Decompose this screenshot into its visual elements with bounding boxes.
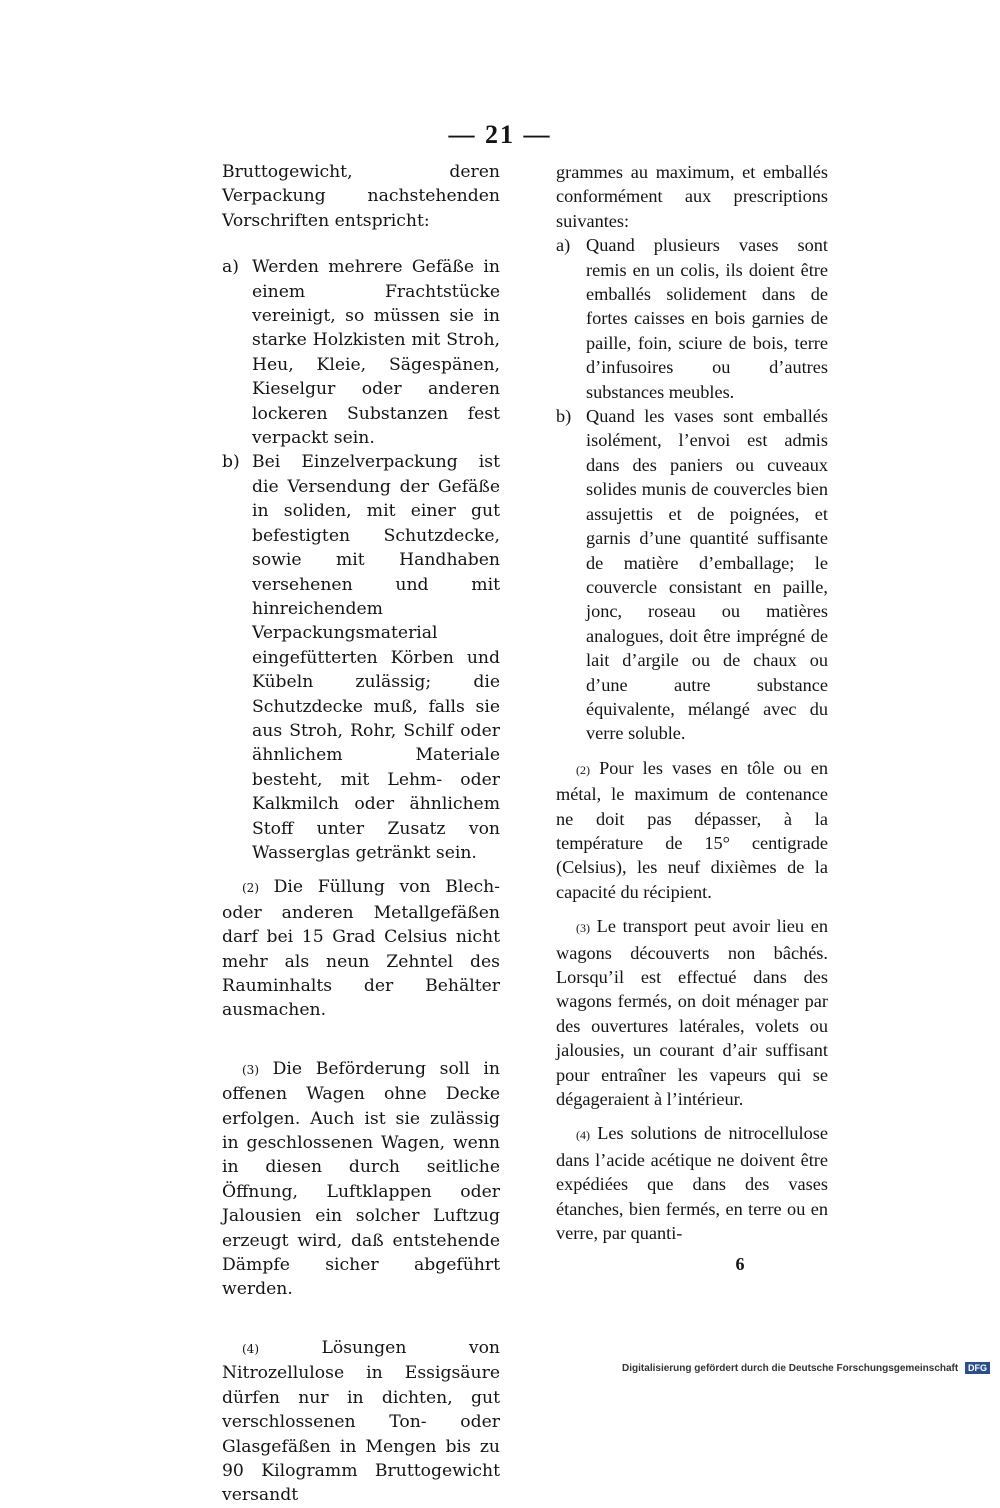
section-text: Le transport peut avoir lieu en wagons découverts non bâchés. Lorsqu’il est effectué dans des wagons fermés, on doit ménager par des ouvertures latérales, volets ou jalousies, un courant d’air suffisant pour entraîner les vapeurs qui se dégageraient à l’intérieur.: [556, 916, 828, 1110]
german-item-a: [222, 255, 500, 450]
item-text: Quand plusieurs vases sont remis en un colis, ils doient être emballés solidement dans de fortes caisses en bois garnies de paille, foin, sciure de bois, terre d’infusoires ou d’autres substances meubles.: [586, 235, 828, 402]
footer-text: Digitalisierung gefördert durch die Deutsche Forschungsgemeinschaft: [622, 1363, 959, 1374]
section-text: Les solutions de nitrocellulose dans l’acide acétique ne doivent être expédiées que dans des vases étanches, bien fermés, en terre ou en verre, par quanti-: [556, 1123, 828, 1244]
german-item-b: [222, 450, 500, 865]
dfg-logo-icon: DFG: [965, 1362, 990, 1374]
item-text: Werden mehrere Gefäße in einem Frachtstücke vereinigt, so müssen sie in starke Holzkisten mit Stroh, Heu, Kleie, Sägespänen, Kieselgur oder anderen lockeren Substanzen fest verpackt sein.: [252, 257, 500, 449]
item-text: Bei Einzelverpackung ist die Versendung der Gefäße in soliden, mit einer gut befestigten Schutzdecke, sowie mit Handhaben versehenen und mit hinreichendem Verpackungsmaterial eingefütterten Körben und Kübeln zulässig; die Schutzdecke muß, falls sie aus Stroh, Rohr, Schilf oder ähnlichem Materiale besteht, mit Lehm- oder Kalkmilch oder ähnlichem Stoff unter Zusatz von Wasserglas getränkt sein.: [252, 452, 500, 863]
section-number: (3): [576, 921, 590, 936]
german-section-4: [222, 1336, 500, 1508]
section-text: Pour les vases en tôle ou en métal, le maximum de contenance ne doit pas dépasser, à la température de 15° centigrade (Celsius), les neuf dixièmes de la capacité du récipient.: [556, 757, 828, 902]
section-number: (4): [576, 1128, 590, 1143]
french-intro: grammes au maximum, et emballés conformément aux prescriptions suivantes:: [556, 162, 828, 231]
section-number: (4): [242, 1341, 259, 1356]
german-column: [222, 160, 500, 1508]
item-label: a): [222, 257, 239, 278]
digitization-footer: [560, 1362, 990, 1374]
french-section-2: [556, 756, 828, 904]
section-text: Lösungen von Nitrozellulose in Essigsäure dürfen nur in dichten, gut verschlossenen Ton- oder Glasgefäßen in Mengen bis zu 90 Kilogramm Bruttogewicht versandt: [222, 1337, 500, 1506]
german-section-2: [222, 875, 500, 1022]
german-section-3: [222, 1057, 500, 1302]
section-number: (3): [242, 1062, 259, 1077]
french-item-a: [556, 233, 828, 404]
item-label: a): [556, 235, 571, 256]
french-section-3: [556, 914, 828, 1111]
french-item-b: [556, 404, 828, 746]
french-section-4: [556, 1121, 828, 1245]
section-text: Die Beförderung soll in offenen Wagen ohne Decke erfolgen. Auch ist sie zulässig in geschlossenen Wagen, wenn in diesen durch seitliche Öffnung, Luftklappen oder Jalousien ein solcher Luftzug erzeugt wird, daß entstehende Dämpfe sicher abgeführt werden.: [222, 1058, 500, 1300]
signature-mark: 6: [735, 1254, 745, 1274]
item-text: Quand les vases sont emballés isolément, l’envoi est admis dans des paniers ou cuveaux solides munis de couvercles bien assujettis et de poignées, et garnis d’une quantité suffisante de matière d’emballage; le couvercle consistant en paille, jonc, roseau ou matières analogues, doit être imprégné de lait d’argile ou de chaux ou d’une autre substance équivalente, mélangé avec du verre soluble.: [586, 406, 828, 744]
item-label: b): [556, 406, 572, 427]
section-number: (2): [576, 762, 590, 777]
page-number: — 21 —: [448, 120, 552, 149]
german-intro: Bruttogewicht, deren Verpackung nachstehenden Vorschriften entspricht:: [222, 162, 500, 231]
section-text: Die Füllung von Blech- oder anderen Metallgefäßen darf bei 15 Grad Celsius nicht mehr als neun Zehntel des Rauminhalts der Behälter ausmachen.: [222, 877, 500, 1021]
french-column: [556, 160, 828, 1245]
item-label: b): [222, 452, 240, 473]
section-number: (2): [242, 881, 259, 896]
